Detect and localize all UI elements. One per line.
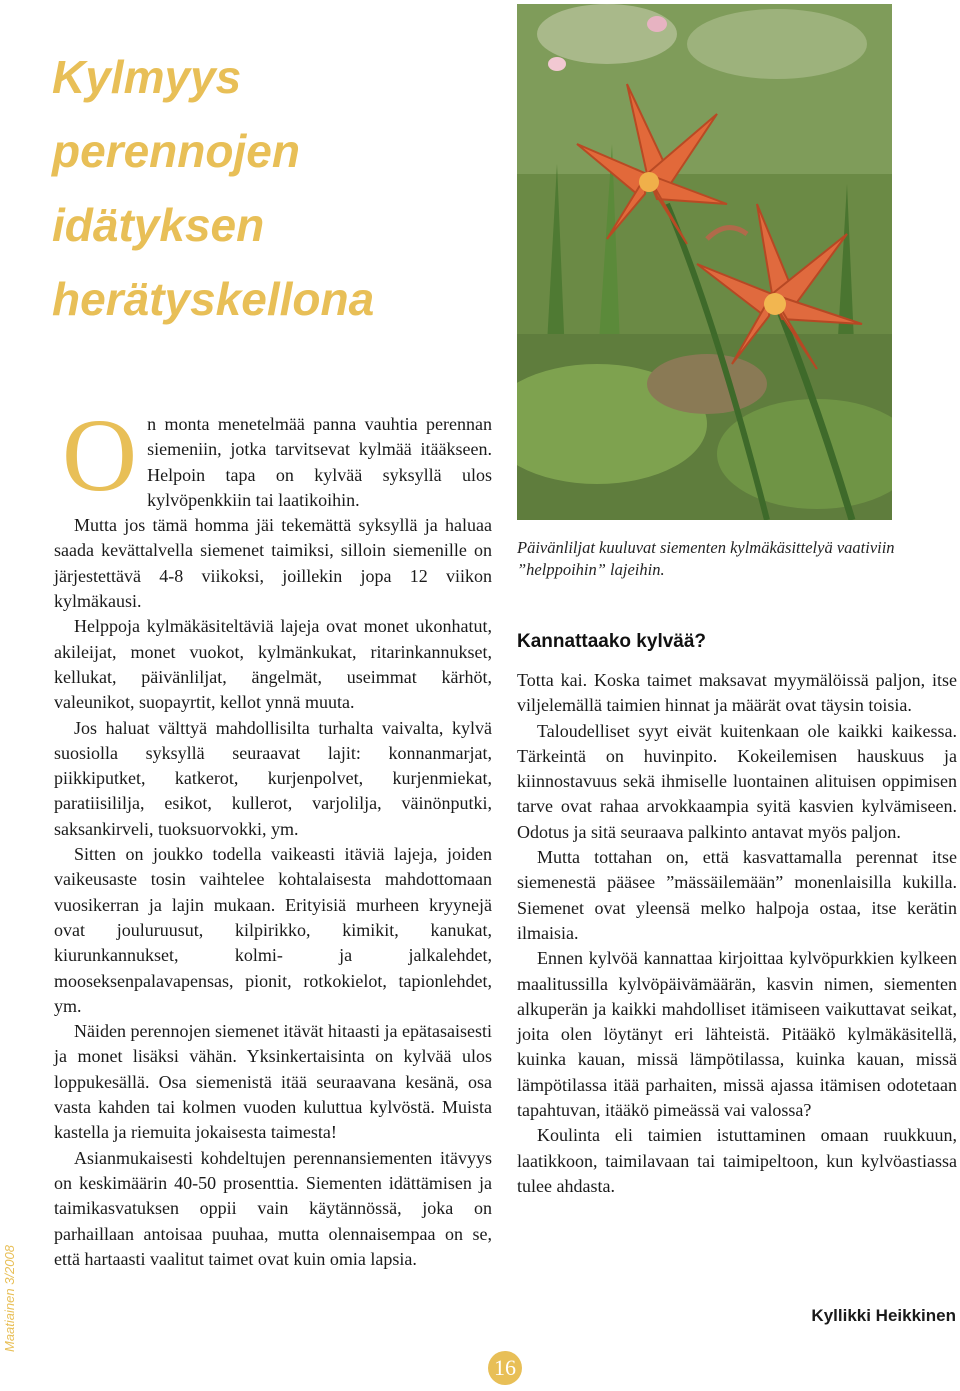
drop-cap: O [62,398,138,513]
body-paragraph: Koulinta eli taimien istuttaminen omaan ruukkuun, laatikkoon, taimilavaan tai taimipeltoon, kun kylvöastiassa tulee ahdasta. [517,1125,957,1196]
body-paragraph: Helppoja kylmäkäsiteltäviä lajeja ovat monet ukonhatut, akileijat, monet vuokot, kylmänkukat, ritarinkannukset, kellukat, päivänliljat, ängelmät, useimmat kärhöt, valeunikot, suopayrtit, kellot ynnä muuta. [54,616,492,713]
article-title [52,40,492,336]
author-name: Kyllikki Heikkinen [811,1306,956,1325]
right-column [517,668,957,1199]
intro-paragraph [54,398,492,513]
page-number: 16 [488,1351,522,1385]
section-heading: Kannattaako kylvää? [517,631,707,652]
title-line: herätyskellona [52,273,375,325]
title-line: perennojen [52,125,300,177]
daylily-illustration [517,4,892,520]
body-paragraph: Näiden perennojen siemenet itävät hitaasti ja epätasaisesti ja monet lisäksi vähän. Yksinkertaisinta on kylvää ulos loppukesällä. Osa siemenistä itää seuraavana kesänä, osa vasta kahden tai kolmen vuoden kuluttua kylvöstä. Muista kastella ja riemuita jokaisesta taimesta! [54,1021,492,1143]
body-paragraph: Ennen kylvöä kannattaa kirjoittaa kylvöpurkkien kylkeen maalitussilla kylvöpäivämäärän, kasvin nimen, siementen alkuperän ja kaikki mahdolliset itämiseen vaikuttavat seikat, joita olen löytänyt eri lähteistä. Pitääkö kylmäkäsitellä, kuinka kauan, missä lämpötilassa, kuinka kauan, missä lämpötilassa itää parhaiten, missä ajassa itämisen odotetaan tapahtuvan, itääkö pimeässä vai valossa? [517,948,957,1121]
magazine-issue-label: Maatiainen 3/2008 [2,1245,17,1352]
daylily-photo [517,4,892,520]
intro-text: n monta menetelmää panna vauhtia perennan siemeniin, jotka tarvitsevat kylmää itääkseen. Helpoin tapa on kylvää syksyllä ulos kylvöpenkkiin tai laatikoihin. [147,414,492,510]
body-paragraph: Taloudelliset syyt eivät kuitenkaan ole kaikki kaikessa. Tärkeintä on huvinpito. Kokeilemisen hauskuus ja kiinnostavuus sekä ihmiselle luontainen alituisen oppimisen tarve ovat rahaa arvokkaampia syitä kasvien kylvämiseen. Odotus ja sitä seuraava palkinto antavat myös paljon. [517,720,957,842]
body-paragraph: Asianmukaisesti kohdeltujen perennansiementen itävyys on keskimäärin 40-50 prosenttia. Siementen idättämisen ja taimikasvatuksen oppii vain käytännössä, joka on parhaillaan antoisaa puuhaa, mutta olennaisempaa on se, että hartaasti vaalitut taimet ovat kuin omia lapsia. [54,1147,492,1269]
body-paragraph: Sitten on joukko todella vaikeasti itäviä lajeja, joiden vaikeusaste tosin vaihtelee kohtalaisesta mahdottomaan vuosikerran ja lajin mukaan. Erityisiä murheen kryynejä ovat jouluruusut, kilpirikko, kimikit, kanukat, kiurunkannukset, kolmi- ja jalkalehdet, mooseksenpalavapensas, pionit, rotkokielot, tapionlehdet, ym. [54,844,492,1016]
body-paragraph: Totta kai. Koska taimet maksavat myymälöissä paljon, itse viljelemällä taimien hinnat ja määrät ovat täysin toisia. [517,670,957,716]
body-paragraph: Mutta jos tämä homma jäi tekemättä syksyllä ja haluaa saada kevättalvella siemenet taimiksi, silloin siemenille on järjestettävä 4-8 viikoksi, joillekin jopa 12 viikon kylmäkausi. [54,515,492,612]
body-paragraph: Jos haluat välttyä mahdollisilta turhalta vaivalta, kylvä suosiolla syksyllä seuraavat lajit: konnanmarjat, piikkiputket, katkerot, kurjenpolvet, kurjenmiekat, paratiisililja, esikot, kullerot, varjolilja, väinönputki, saksankirveli, tuoksuorvokki, ym. [54,717,492,839]
photo-caption: Päivänliljat kuuluvat siementen kylmäkäsittelyä vaativiin ”helppoihin” lajeihin. [517,538,895,579]
left-column [54,398,492,1272]
body-paragraph: Mutta tottahan on, että kasvattamalla perennat itse siemenestä pääsee ”mässäilemään” monenlaisilla kukilla. Siemenet ovat yleensä melko halpoja ostaa, itse kerätin ilmaisia. [517,847,957,943]
title-line: idätyksen [52,199,265,251]
title-line: Kylmyys [52,51,242,103]
